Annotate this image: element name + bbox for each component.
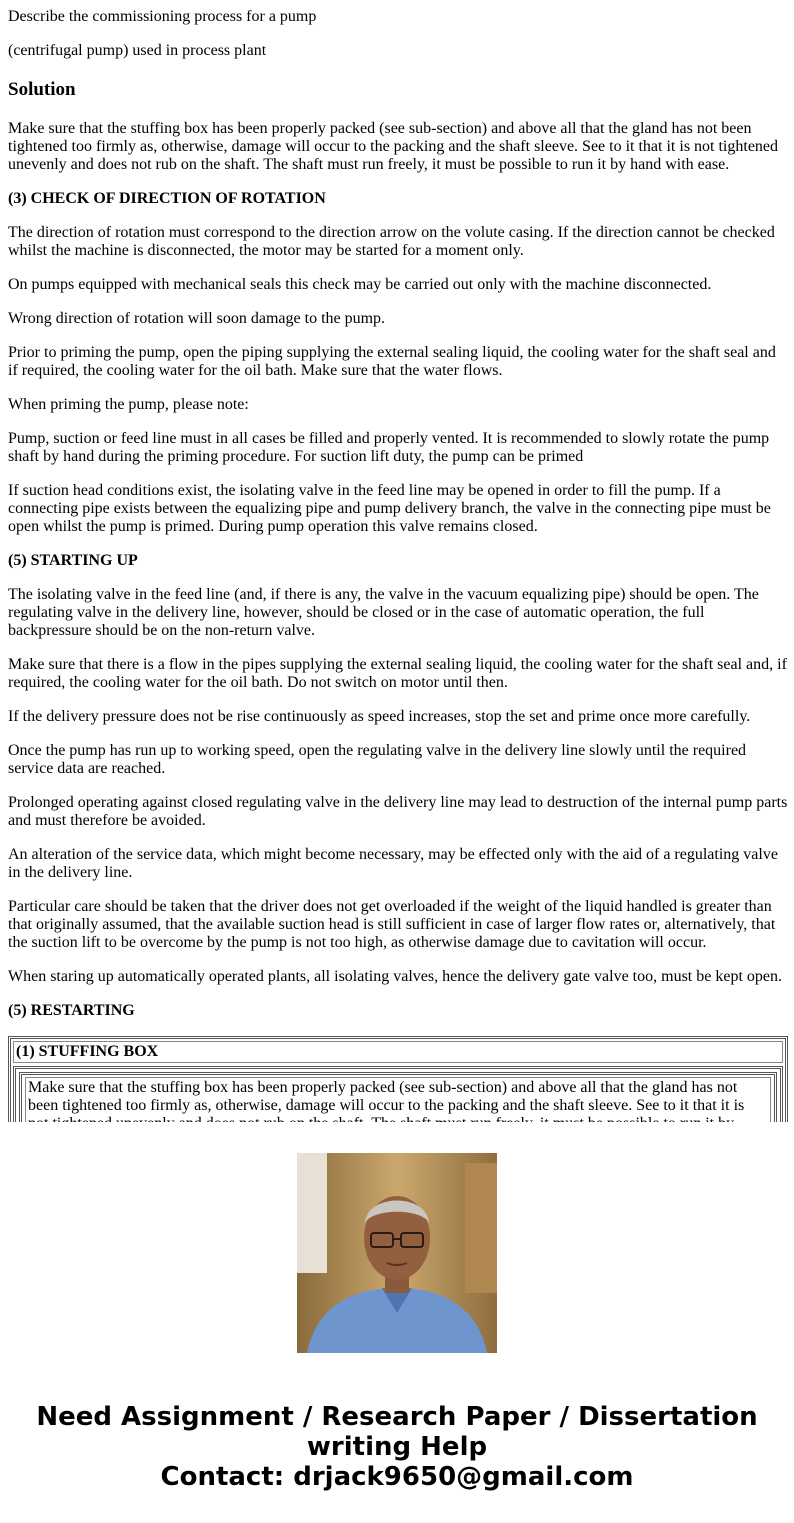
paragraph: Pump, suction or feed line must in all cases be filled and properly vented. It is recommended to slowly rotate the pump shaft by hand during the priming procedure. For suction lift duty, the pump can be primed: [8, 430, 770, 465]
paragraph: On pumps equipped with mechanical seals this check may be carried out only with the machine disconnected.: [8, 276, 712, 293]
paragraph: The isolating valve in the feed line (and, if there is any, the valve in the vacuum equalizing pipe) should be open. The regulating valve in the delivery line, however, should be closed or in the case of automatic operation, the full backpressure should be on the non-return valve.: [8, 586, 759, 639]
section-heading-restarting: (5) RESTARTING: [8, 1002, 135, 1019]
promo-overlay: [0, 1122, 794, 1523]
document-content: [8, 0, 788, 1122]
paragraph: An alteration of the service data, which might become necessary, may be effected only with the aid of a regulating valve in the delivery line.: [8, 846, 778, 881]
paragraph: Prior to priming the pump, open the piping supplying the external sealing liquid, the cooling water for the shaft seal and if required, the cooling water for the oil bath. Make sure that the water flows.: [8, 344, 776, 379]
section-heading-starting: (5) STARTING UP: [8, 552, 138, 569]
promo-contact: Contact: drjack9650@gmail.com: [160, 1462, 634, 1492]
promo-line-2: writing Help: [306, 1432, 488, 1462]
paragraph: Wrong direction of rotation will soon damage to the pump.: [8, 310, 386, 327]
solution-heading: Solution: [8, 79, 76, 100]
promo-text: [0, 1402, 794, 1492]
paragraph: Prolonged operating against closed regulating valve in the delivery line may lead to destruction of the internal pump parts and must therefore be avoided.: [8, 794, 788, 829]
paragraph: If the delivery pressure does not be rise continuously as speed increases, stop the set and prime once more carefully.: [8, 708, 751, 725]
promo-line-1: Need Assignment / Research Paper / Dissertation: [36, 1402, 758, 1432]
paragraph: Once the pump has run up to working speed, open the regulating valve in the delivery line slowly until the required service data are reached.: [8, 742, 747, 777]
paragraph: If suction head conditions exist, the isolating valve in the feed line may be opened in order to fill the pump. If a connecting pipe exists between the equalizing pipe and pump delivery branch, the valve in the connecting pipe must be open whilst the pump is primed. During pump operation this valve remains closed.: [8, 482, 771, 535]
paragraph: When priming the pump, please note:: [8, 396, 249, 413]
paragraph: Particular care should be taken that the driver does not get overloaded if the weight of the liquid handled is greater than that originally assumed, that the available suction head is still sufficient in case of larger flow rates or, alternatively, that the suction lift to be overcome by the pump is not too high, as otherwise damage due to cavitation will occur.: [8, 898, 776, 951]
question-line-1: Describe the commissioning process for a pump: [8, 8, 317, 25]
paragraph: When staring up automatically operated plants, all isolating valves, hence the delivery gate valve too, must be kept open.: [8, 968, 782, 985]
paragraph: Make sure that the stuffing box has been properly packed (see sub-section) and above all that the gland has not been tightened too firmly as, otherwise, damage will occur to the packing and the shaft sleeve. See to it that it is not tightened unevenly and does not rub on the shaft. The shaft must run freely, it must be possible to run it by hand with ease.: [8, 120, 779, 173]
section-heading-rotation: (3) CHECK OF DIRECTION OF ROTATION: [8, 190, 326, 207]
paragraph: The direction of rotation must correspond to the direction arrow on the volute casing. If the direction cannot be checked whilst the machine is disconnected, the motor may be started for a moment only.: [8, 224, 775, 259]
framed-heading: (1) STUFFING BOX: [13, 1041, 783, 1063]
avatar: [297, 1153, 497, 1353]
framed-text: Make sure that the stuffing box has been properly packed (see sub-section) and above all that the gland has not been tightened too firmly as, otherwise, damage will occur to the packing and the shaft sleeve. See to it that it is: [25, 1077, 771, 1153]
avatar-portrait: [297, 1153, 497, 1353]
question-line-2: (centrifugal pump) used in process plant: [8, 42, 267, 59]
paragraph: Make sure that there is a flow in the pipes supplying the external sealing liquid, the cooling water for the shaft seal and, if required, the cooling water for the oil bath. Do not switch on motor until then.: [8, 656, 787, 691]
